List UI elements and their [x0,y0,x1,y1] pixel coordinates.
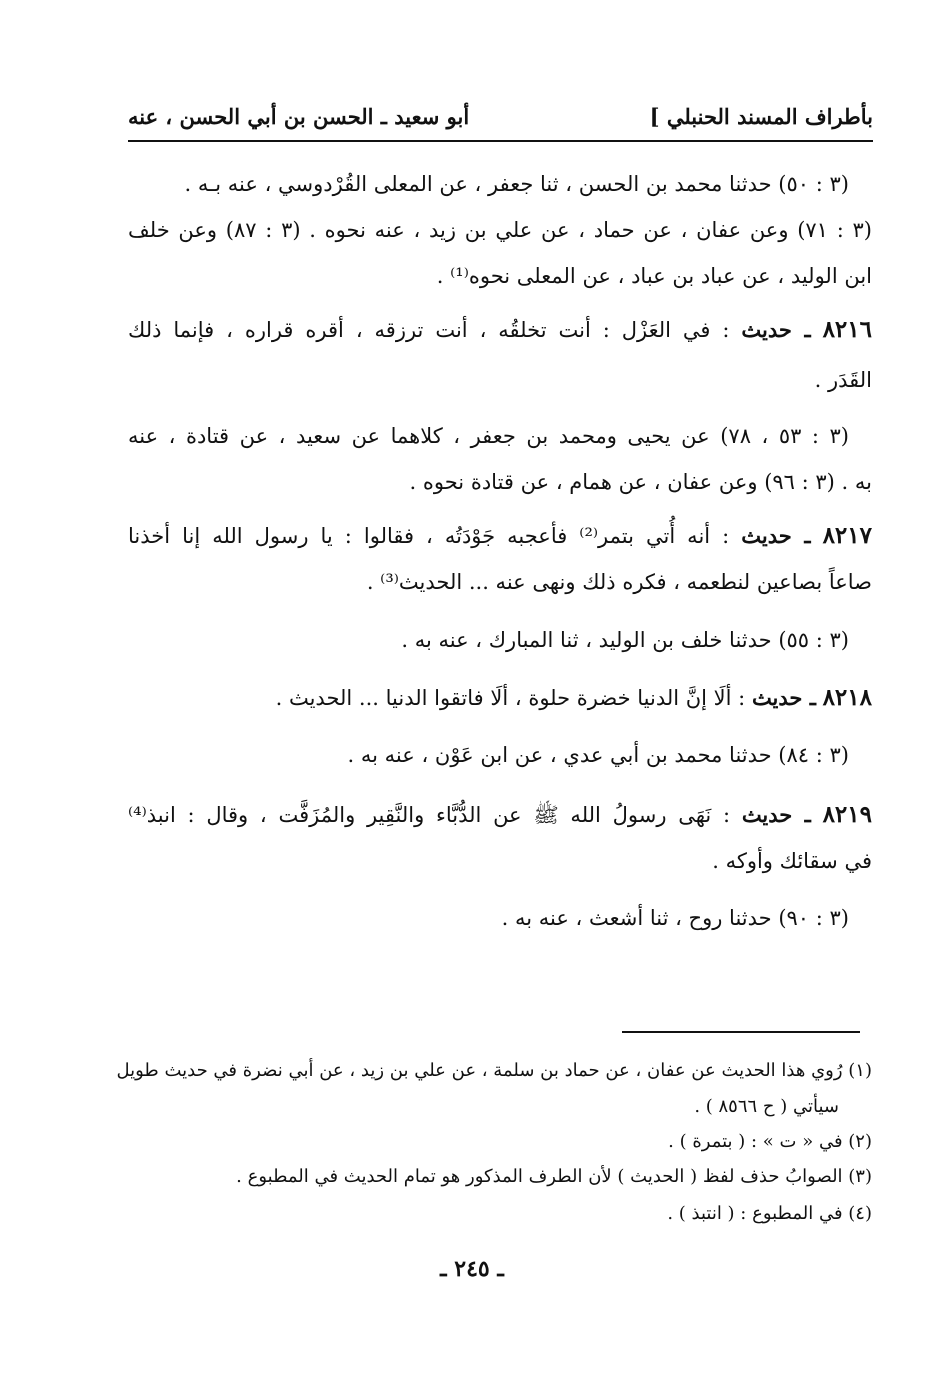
hadith-number: ٨٢١٧ [822,522,872,549]
footnote-2: (٢) في « ت » : ( بتمرة ) . [668,1131,872,1152]
body-line: به . (٣ : ٩٦) وعن عفان ، عن همام ، عن قتادة نحوه . [409,470,872,494]
body-line: (٣ : ٨٤) حدثنا محمد بن أبي عدي ، عن ابن عَوْن ، عنه به . [347,743,849,767]
header-section-title: أبو سعيد ـ الحسن بن أبي الحسن ، عنه [128,104,470,129]
hadith-8217: ٨٢١٧ ـ حديث : أنه أُتي بتمر⁽²⁾ فأعجبه جَوْدَتُه ، فقالوا : يا رسول الله إنا أخذنا [128,522,872,549]
running-header [128,98,873,142]
hadith-8219: ٨٢١٩ ـ حديث : نَهَى رسولُ الله ﷺ عن الدُّبَّاء والنَّقِير والمُزَفَّت ، وقال : انبذ⁽⁴⁾ [128,801,872,828]
footnote-3: (٣) الصوابُ حذف لفظ ( الحديث ) لأن الطرف المذكور هو تمام الحديث في المطبوع . [236,1166,872,1187]
body-line: صاعاً بصاعين لنطعمه ، فكره ذلك ونهى عنه ... الحديث⁽³⁾ . [366,570,872,594]
footnote-1: (١) رُوي هذا الحديث عن عفان ، عن حماد بن سلمة ، عن علي بن زيد ، عن أبي نضرة في حديث طويل [116,1060,872,1081]
hadith-label: حديث [741,523,792,548]
body-line: (٣ : ٧١) وعن عفان ، عن حماد ، عن علي بن زيد ، عنه نحوه . (٣ : ٨٧) وعن خلف [128,218,872,242]
footnote-1-cont: سيأتي ( ح ٨٥٦٦ ) . [694,1096,839,1117]
footnote-4: (٤) في المطبوع : ( انتبذ ) . [667,1203,872,1224]
hadith-8216: ٨٢١٦ ـ حديث : في العَزْل : أنت تخلقُه ، أنت ترزقه ، أقره قراره ، فإنما ذلك [128,316,872,343]
hadith-8218: ٨٢١٨ ـ حديث : ألَا إنَّ الدنيا خضرة حلوة ، ألَا فاتقوا الدنيا ... الحديث . [275,684,872,711]
header-book-title: بأطراف المسند الحنبلي ] [649,104,873,129]
hadith-label: حديث [751,685,803,710]
body-line: في سقائك وأوكه . [712,849,872,873]
hadith-label: حديث [741,802,793,827]
body-line: (٣ : ٥٠) حدثنا محمد بن الحسن ، ثنا جعفر ، عن المعلى القُرْدوسي ، عنه بـه . [184,172,849,196]
body-line: (٣ : ٩٠) حدثنا روح ، ثنا أشعث ، عنه به . [501,906,849,930]
header-rule [128,140,873,142]
hadith-number: ٨٢١٩ [822,801,872,828]
hadith-number: ٨٢١٦ [822,316,872,343]
footnote-rule [622,1031,860,1033]
body-line: ابن الوليد ، عن عباد بن عباد ، عن المعلى نحوه⁽¹⁾ . [436,264,872,288]
body-line: (٣ : ٥٥) حدثنا خلف بن الوليد ، ثنا المبارك ، عنه به . [401,628,849,652]
body-line: (٣ : ٥٣ ، ٧٨) عن يحيى ومحمد بن جعفر ، كلاهما عن سعيد ، عن قتادة ، عنه [128,424,849,448]
body-line: القَدَر . [814,368,872,392]
page-number: ـ ٢٤٥ ـ [440,1256,504,1282]
hadith-number: ٨٢١٨ [822,684,872,711]
hadith-label: حديث [741,317,792,342]
